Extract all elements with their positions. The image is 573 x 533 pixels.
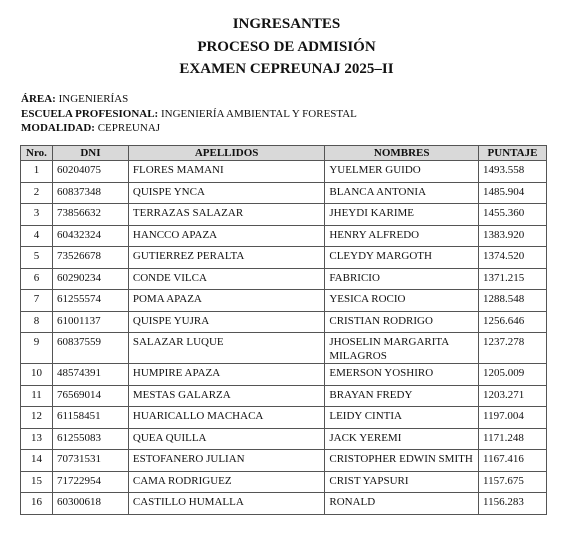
cell-nombres: YUELMER GUIDO [325, 161, 479, 183]
cell-apellidos: ESTOFANERO JULIAN [128, 450, 324, 472]
cell-dni: 70731531 [52, 450, 128, 472]
cell-nombres: LEIDY CINTIA [325, 407, 479, 429]
cell-puntaje: 1485.904 [479, 182, 547, 204]
cell-apellidos: FLORES MAMANI [128, 161, 324, 183]
cell-apellidos: HANCCO APAZA [128, 225, 324, 247]
cell-puntaje: 1197.004 [479, 407, 547, 429]
cell-puntaje: 1256.646 [479, 311, 547, 333]
cell-apellidos: QUISPE YNCA [128, 182, 324, 204]
cell-apellidos: CAMA RODRIGUEZ [128, 471, 324, 493]
cell-apellidos: TERRAZAS SALAZAR [128, 204, 324, 226]
cell-apellidos: HUMPIRE APAZA [128, 364, 324, 386]
cell-puntaje: 1455.360 [479, 204, 547, 226]
cell-dni: 60204075 [52, 161, 128, 183]
cell-apellidos: CASTILLO HUMALLA [128, 493, 324, 515]
cell-puntaje: 1171.248 [479, 428, 547, 450]
cell-puntaje: 1167.416 [479, 450, 547, 472]
table-row [21, 471, 547, 493]
cell-apellidos: CONDE VILCA [128, 268, 324, 290]
meta-modalidad-label: MODALIDAD: [21, 122, 95, 134]
cell-puntaje: 1205.009 [479, 364, 547, 386]
meta-escuela-label: ESCUELA PROFESIONAL: [21, 108, 159, 120]
table-row [21, 161, 547, 183]
cell-puntaje: 1203.271 [479, 385, 547, 407]
meta-area-value: INGENIERÍAS [58, 93, 129, 105]
meta-escuela-value: INGENIERÍA AMBIENTAL Y FORESTAL [160, 108, 357, 120]
cell-dni: 71722954 [52, 471, 128, 493]
cell-apellidos: POMA APAZA [128, 290, 324, 312]
table-row [21, 225, 547, 247]
cell-nro: 15 [21, 471, 53, 493]
cell-nombres: RONALD [325, 493, 479, 515]
results-table [20, 145, 547, 515]
cell-nombres: CRISTIAN RODRIGO [325, 311, 479, 333]
cell-nro: 11 [21, 385, 53, 407]
table-row [21, 385, 547, 407]
table-row [21, 428, 547, 450]
cell-dni: 61001137 [52, 311, 128, 333]
cell-dni: 61255574 [52, 290, 128, 312]
cell-dni: 73856632 [52, 204, 128, 226]
table-row [21, 182, 547, 204]
cell-nombres: CRIST YAPSURI [325, 471, 479, 493]
cell-puntaje: 1157.675 [479, 471, 547, 493]
cell-puntaje: 1493.558 [479, 161, 547, 183]
cell-nro: 13 [21, 428, 53, 450]
cell-nro: 3 [21, 204, 53, 226]
table-row [21, 333, 547, 364]
cell-apellidos: HUARICALLO MACHACA [128, 407, 324, 429]
cell-nro: 2 [21, 182, 53, 204]
cell-nombres: JACK YEREMI [325, 428, 479, 450]
cell-dni: 60432324 [52, 225, 128, 247]
cell-nombres: BRAYAN FREDY [325, 385, 479, 407]
meta-escuela [21, 107, 357, 121]
cell-apellidos: SALAZAR LUQUE [128, 333, 324, 364]
cell-nombres: YESICA ROCIO [325, 290, 479, 312]
cell-nro: 8 [21, 311, 53, 333]
cell-puntaje: 1288.548 [479, 290, 547, 312]
cell-dni: 60837559 [52, 333, 128, 364]
cell-apellidos: MESTAS GALARZA [128, 385, 324, 407]
cell-nombres: JHEYDI KARIME [325, 204, 479, 226]
table-row [21, 407, 547, 429]
cell-nombres: JHOSELIN MARGARITA MILAGROS [325, 333, 479, 364]
meta-modalidad [21, 121, 160, 135]
column-header-puntaje: PUNTAJE [479, 146, 547, 161]
meta-area-label: ÁREA: [21, 93, 56, 105]
cell-puntaje: 1237.278 [479, 333, 547, 364]
cell-apellidos: QUEA QUILLA [128, 428, 324, 450]
column-header-nro: Nro. [21, 146, 53, 161]
cell-nombres: FABRICIO [325, 268, 479, 290]
cell-apellidos: GUTIERREZ PERALTA [128, 247, 324, 269]
table-row [21, 290, 547, 312]
cell-dni: 48574391 [52, 364, 128, 386]
cell-dni: 60300618 [52, 493, 128, 515]
cell-nombres: CRISTOPHER EDWIN SMITH [325, 450, 479, 472]
cell-nombres: HENRY ALFREDO [325, 225, 479, 247]
cell-nro: 10 [21, 364, 53, 386]
cell-nro: 7 [21, 290, 53, 312]
table-row [21, 364, 547, 386]
table-row [21, 247, 547, 269]
cell-nombres: EMERSON YOSHIRO [325, 364, 479, 386]
cell-dni: 76569014 [52, 385, 128, 407]
title-ingresantes: INGRESANTES [232, 16, 341, 32]
column-header-nombres: NOMBRES [325, 146, 479, 161]
cell-puntaje: 1374.520 [479, 247, 547, 269]
cell-nombres: CLEYDY MARGOTH [325, 247, 479, 269]
cell-dni: 61255083 [52, 428, 128, 450]
table-row [21, 450, 547, 472]
title-proceso-admision: PROCESO DE ADMISIÓN [197, 39, 376, 55]
cell-dni: 61158451 [52, 407, 128, 429]
cell-nro: 14 [21, 450, 53, 472]
cell-nro: 5 [21, 247, 53, 269]
table-header-row [21, 146, 547, 161]
table-row [21, 493, 547, 515]
meta-modalidad-value: CEPREUNAJ [97, 122, 161, 134]
cell-nro: 4 [21, 225, 53, 247]
cell-nombres: BLANCA ANTONIA [325, 182, 479, 204]
cell-nro: 1 [21, 161, 53, 183]
cell-nro: 16 [21, 493, 53, 515]
cell-puntaje: 1383.920 [479, 225, 547, 247]
cell-apellidos: QUISPE YUJRA [128, 311, 324, 333]
meta-area [21, 92, 128, 106]
title-examen: EXAMEN CEPREUNAJ 2025–II [179, 61, 394, 77]
table-row [21, 268, 547, 290]
cell-nro: 12 [21, 407, 53, 429]
cell-dni: 60290234 [52, 268, 128, 290]
cell-puntaje: 1371.215 [479, 268, 547, 290]
cell-nro: 6 [21, 268, 53, 290]
table-row [21, 204, 547, 226]
cell-nro: 9 [21, 333, 53, 364]
cell-dni: 73526678 [52, 247, 128, 269]
column-header-apellidos: APELLIDOS [128, 146, 324, 161]
cell-dni: 60837348 [52, 182, 128, 204]
column-header-dni: DNI [52, 146, 128, 161]
table-row [21, 311, 547, 333]
cell-puntaje: 1156.283 [479, 493, 547, 515]
